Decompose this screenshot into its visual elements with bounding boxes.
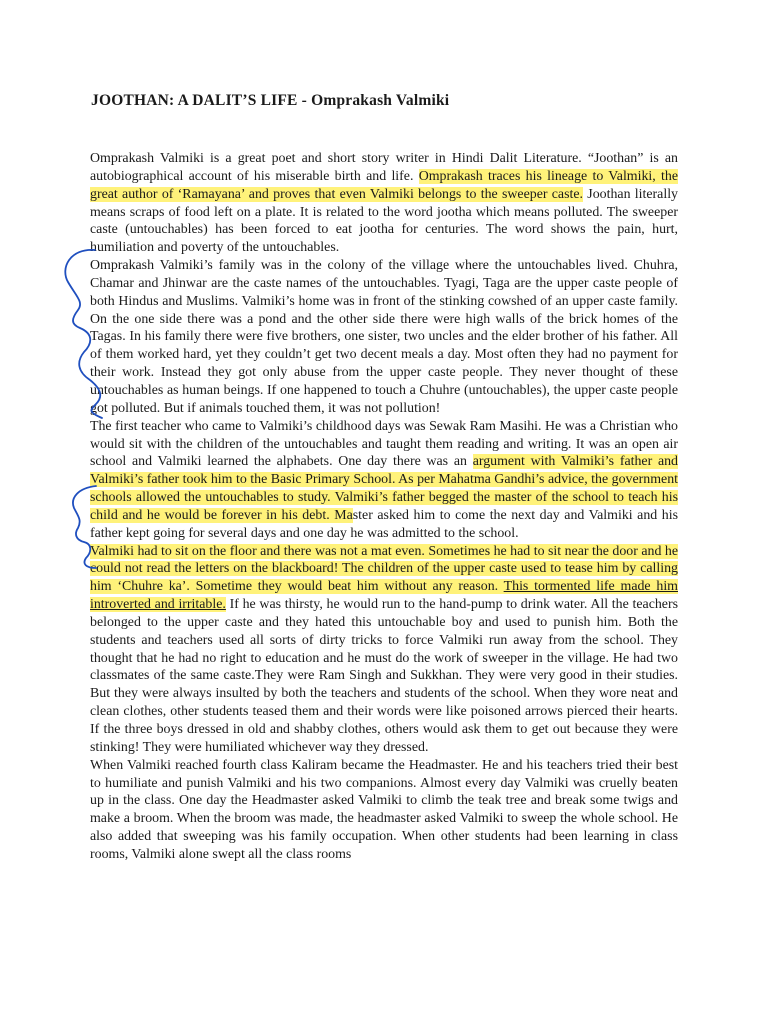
document-body xyxy=(90,150,678,864)
text-run: ster asked him to come the next day and Valmiki and his father kept going for several days and one day he was admitted to the school. xyxy=(90,507,678,541)
paragraph-family xyxy=(90,257,678,418)
text-run: Omprakash Valmiki’s family was in the colony of the village where the untouchables lived. Chuhra, Chamar and Jhinwar are the caste names of the untouchables. Tyagi, Taga are the upper caste people of both Hindus and Muslims. Valmiki’s home was in front of the stinking cowshed of an upper caste family. On the one side there was a pond and the other side there were high walls of the brick homes of the Tagas. In his family there were five brothers, one sister, two uncles and the elder brother of his father. All of them worked hard, yet they couldn’t get two decent meals a day. Most often they had no payment for their work. Instead they got only abuse from the upper caste people. They never thought of these untouchables as human beings. If one happened to touch a Chuhre (untouchables), the upper caste people got polluted. But if animals touched them, it was not pollution! xyxy=(90,258,678,416)
paragraph-school-life xyxy=(90,543,678,757)
paragraph-intro xyxy=(90,150,678,257)
text-run: Joothan literally means scraps of food left on a plate. It is related to the word jootha which means polluted. The sweeper caste (untouchables) has been forced to eat jootha for centuries. The word shows the pain, hurt, humiliation and poverty of the untouchables. xyxy=(90,186,679,256)
document-title: JOOTHAN: A DALIT’S LIFE - Omprakash Valmiki xyxy=(91,92,450,109)
highlighted-underlined-text: This tormented life made him introverted and irritable. xyxy=(90,579,678,613)
paragraph-headmaster xyxy=(90,757,678,864)
highlighted-text: Valmiki had to sit on the floor and there was not a mat even. Sometimes he had to sit near the door and he could not read the letters on the blackboard! The children of the upper caste used to tease him by calling him ‘Chuhre ka’. Sometime they would beat him without any reason. xyxy=(90,543,678,595)
highlighted-text: argument with Valmiki’s father and Valmiki’s father took him to the Basic Primary School. As per Mahatma Gandhi’s advice, the government schools allowed the untouchables to study. Valmiki’s father begged the master of the school to teach his child and he would be forever in his debt. Ma xyxy=(90,454,679,523)
text-run: Omprakash Valmiki is a great poet and short story writer in Hindi Dalit Literature. “Joothan” is an autobiographical account of his miserable birth and life. xyxy=(90,151,678,184)
text-run: If he was thirsty, he would run to the hand-pump to drink water. All the teachers belonged to the upper caste and they hated this untouchable boy and used to punish him. Both the students and teachers used all sorts of dirty tricks to force Valmiki run away from the school. They thought that he had no right to education and he must do the work of sweeper in the village. He had two classmates of the same caste.They were Ram Singh and Sukkhan. They were very good in their studies. But they were always insulted by both the teachers and students of the school. When they wore neat and clean clothes, other students teased them and their words were like poisoned arrows pierced their hearts. If the three boys dressed in old and shabby clothes, others would ask them to get out because they were stinking! They were humiliated whichever way they dressed. xyxy=(90,597,678,755)
text-run: When Valmiki reached fourth class Kaliram became the Headmaster. He and his teachers tried their best to humiliate and punish Valmiki and his two companions. Almost every day Valmiki was cruelly beaten up in the class. One day the Headmaster asked Valmiki to climb the teak tree and break some twigs and make a broom. When the broom was made, the headmaster asked Valmiki to sweep the whole school. He also added that sweeping was his family occupation. When other students had been learning in class rooms, Valmiki alone swept all the class rooms xyxy=(90,757,678,862)
highlighted-text: Omprakash traces his lineage to Valmiki, the great author of ‘Ramayana’ and proves that even Valmiki belongs to the sweeper caste. xyxy=(90,168,678,202)
paragraph-first-teacher xyxy=(90,418,678,543)
text-run: The first teacher who came to Valmiki’s childhood days was Sewak Ram Masihi. He was a Christian who would sit with the children of the untouchables and taught them reading and writing. It was an open air school and Valmiki learned the alphabets. One day there was an xyxy=(90,418,678,470)
